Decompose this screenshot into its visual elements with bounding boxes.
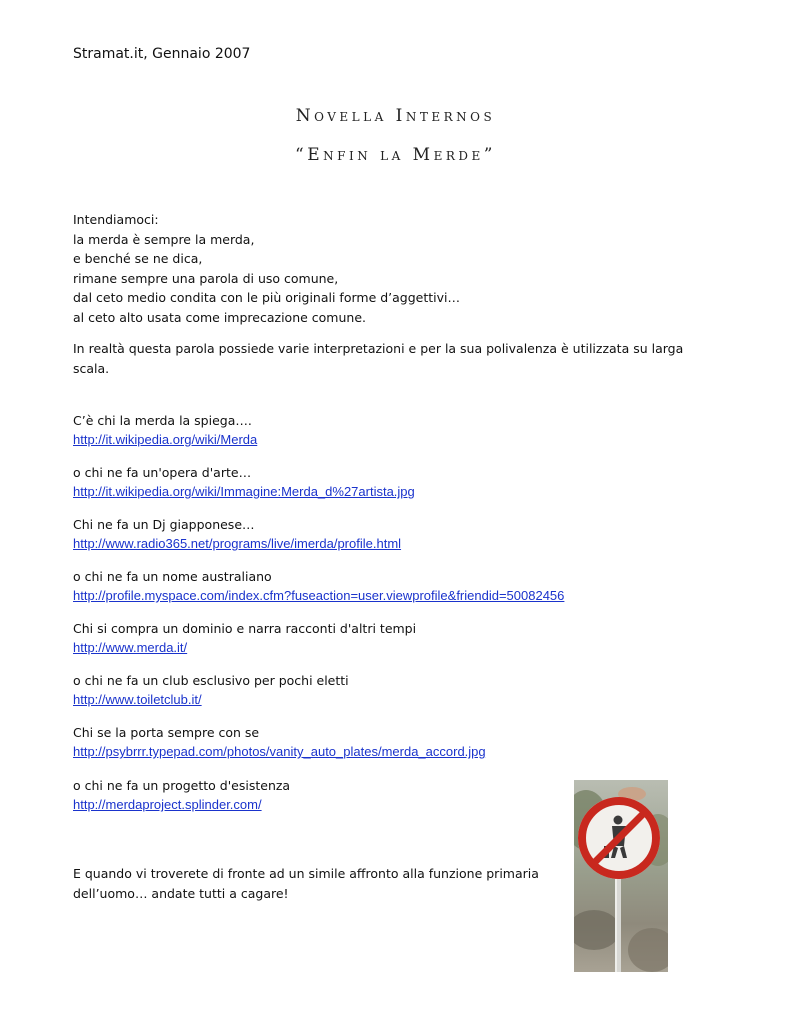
document-title: Novella Internos <box>295 106 496 126</box>
link-entry-label: Chi se la porta sempre con se <box>73 725 260 740</box>
intro-line: la merda è sempre la merda, <box>73 231 255 247</box>
link-entry-label: Chi ne fa un Dj giapponese… <box>73 517 255 532</box>
link-entry-url[interactable]: http://profile.myspace.com/index.cfm?fuseaction=user.viewprofile&friendid=50082456 <box>73 588 565 603</box>
no-littering-sign-icon <box>574 780 668 972</box>
link-entry <box>73 776 290 814</box>
document-header: Stramat.it, Gennaio 2007 <box>73 46 251 62</box>
link-entry <box>73 723 486 761</box>
link-entry-url[interactable]: http://www.merda.it/ <box>73 640 188 655</box>
link-entry-url[interactable]: http://merdaproject.splinder.com/ <box>73 797 262 812</box>
intro-line: dal ceto medio condita con le più originali forme d’aggettivi… <box>73 290 461 305</box>
body-paragraph: In realtà questa parola possiede varie interpretazioni e per la sua polivalenza è utilizzata su larga scala. <box>73 341 684 376</box>
intro-verse <box>73 210 460 327</box>
link-entry <box>73 619 416 657</box>
intro-line: al ceto alto usata come imprecazione comune. <box>73 309 366 325</box>
link-entry-url[interactable]: http://www.radio365.net/programs/live/imerda/profile.html <box>73 536 402 551</box>
link-entry-label: o chi ne fa un progetto d'esistenza <box>73 778 291 793</box>
link-entry-url[interactable]: http://psybrrr.typepad.com/photos/vanity_auto_plates/merda_accord.jpg <box>73 744 486 759</box>
link-entry-url[interactable]: http://www.toiletclub.it/ <box>73 692 202 707</box>
intro-line: e benché se ne dica, <box>73 251 203 266</box>
link-entry-label: o chi ne fa un club esclusivo per pochi eletti <box>73 673 349 688</box>
document-subtitle: “Enfin la Merde” <box>295 145 496 165</box>
link-entry <box>73 515 401 553</box>
link-entry-label: o chi ne fa un nome australiano <box>73 569 272 584</box>
closing-paragraph: E quando vi troverete di fronte ad un simile affronto alla funzione primaria dell’uomo… andate tutti a cagare! <box>73 866 539 901</box>
no-littering-sign-photo <box>574 780 668 972</box>
link-entry <box>73 671 349 709</box>
intro-line: rimane sempre una parola di uso comune, <box>73 270 339 286</box>
link-entry-url[interactable]: http://it.wikipedia.org/wiki/Immagine:Merda_d%27artista.jpg <box>73 484 415 499</box>
link-entry <box>73 567 564 605</box>
link-entry <box>73 411 257 449</box>
link-entry-label: Chi si compra un dominio e narra racconti d'altri tempi <box>73 621 417 636</box>
link-entry-label: o chi ne fa un'opera d'arte… <box>73 465 252 480</box>
link-entry-label: C’è chi la merda la spiega…. <box>73 413 252 428</box>
link-entry <box>73 463 415 501</box>
link-entry-url[interactable]: http://it.wikipedia.org/wiki/Merda <box>73 432 258 447</box>
intro-line: Intendiamoci: <box>73 212 159 227</box>
